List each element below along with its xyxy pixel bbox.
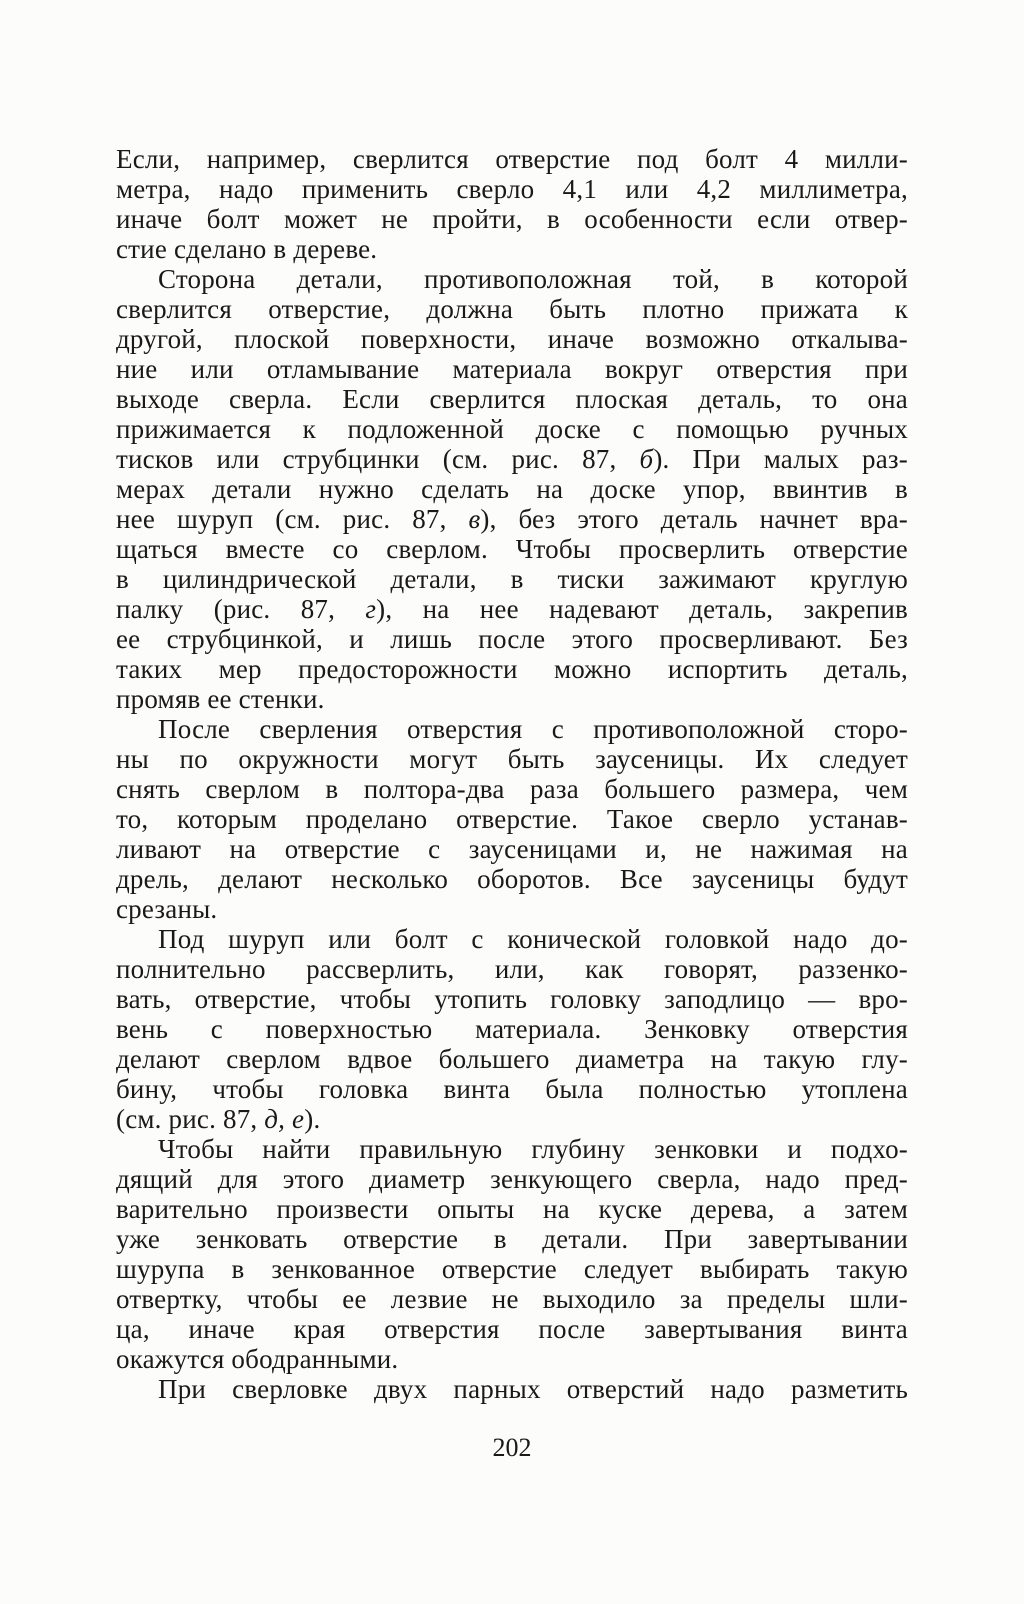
text-line: выходе сверла. Если сверлится плоская деталь, то она [116,384,908,414]
text-line: Чтобы найти правильную глубину зенковки и подхо- [158,1134,908,1164]
text-line: таких мер предосторожности можно испортить деталь, [116,654,908,684]
text-line: прижимается к подложенной доске с помощью ручных [116,414,908,444]
text-line: Сторона детали, противоположная той, в которой [158,264,908,294]
text-line: вень с поверхностью материала. Зенковку отверстия [116,1014,908,1044]
paragraph [116,1374,908,1404]
text-line: дящий для этого диаметр зенкующего сверла, надо пред- [116,1164,908,1194]
paragraph [116,144,908,264]
text-line: промяв ее стенки. [116,684,325,714]
text-line: ее струбцинкой, и лишь после этого просверливают. Без [116,624,908,654]
text-line: дрель, делают несколько оборотов. Все заусеницы будут [116,864,908,894]
text-line: Под шуруп или болт с конической головкой надо до- [158,924,908,954]
text-line: При сверловке двух парных отверстий надо разметить [158,1374,908,1404]
text-line: отвертку, чтобы ее лезвие не выходило за пределы шли- [116,1284,908,1314]
text-line: снять сверлом в полтора-два раза большего размера, чем [116,774,908,804]
text-line: иначе болт может не пройти, в особенности если отвер- [116,204,908,234]
text-line: нее шуруп (см. рис. 87, в), без этого деталь начнет вра- [116,504,908,534]
text-line: делают сверлом вдвое большего диаметра на такую глу- [116,1044,908,1074]
text-line: После сверления отверстия с противоположной сторо- [158,714,908,744]
text-line: то, которым проделано отверстие. Такое сверло устанав- [116,804,908,834]
text-line: вать, отверстие, чтобы утопить головку заподлицо — вро- [116,984,908,1014]
paragraph [116,264,908,714]
text-line: палку (рис. 87, г), на нее надевают деталь, закрепив [116,594,908,624]
text-line: мерах детали нужно сделать на доске упор, ввинтив в [116,474,908,504]
text-line: ливают на отверстие с заусеницами и, не нажимая на [116,834,908,864]
text-line: Если, например, сверлится отверстие под болт 4 милли- [116,144,908,174]
text-line: другой, плоской поверхности, иначе возможно откалыва- [116,324,908,354]
paragraph [116,924,908,1134]
page-text [116,144,908,1404]
text-line: бину, чтобы головка винта была полностью утоплена [116,1074,908,1104]
text-line: ние или отламывание материала вокруг отверстия при [116,354,908,384]
paragraph [116,714,908,924]
text-line: стие сделано в дереве. [116,234,378,264]
text-line: сверлится отверстие, должна быть плотно прижата к [116,294,908,324]
text-line: ца, иначе края отверстия после завертывания винта [116,1314,908,1344]
page-number: 202 [492,1433,532,1462]
text-line: (см. рис. 87, д, е). [116,1104,321,1134]
text-line: метра, надо применить сверло 4,1 или 4,2 миллиметра, [116,174,908,204]
text-line: шурупа в зенкованное отверстие следует выбирать такую [116,1254,908,1284]
text-line: уже зенковать отверстие в детали. При завертывании [116,1224,908,1254]
text-line: щаться вместе со сверлом. Чтобы просверлить отверстие [116,534,908,564]
text-line: тисков или струбцинки (см. рис. 87, б). При малых раз- [116,444,908,474]
text-line: окажутся ободранными. [116,1344,399,1374]
paragraph [116,1134,908,1374]
text-line: в цилиндрической детали, в тиски зажимают круглую [116,564,908,594]
text-line: срезаны. [116,894,218,924]
text-line: варительно произвести опыты на куске дерева, а затем [116,1194,908,1224]
text-line: ны по окружности могут быть заусеницы. Их следует [116,744,908,774]
text-line: полнительно рассверлить, или, как говорят, раззенко- [116,954,908,984]
